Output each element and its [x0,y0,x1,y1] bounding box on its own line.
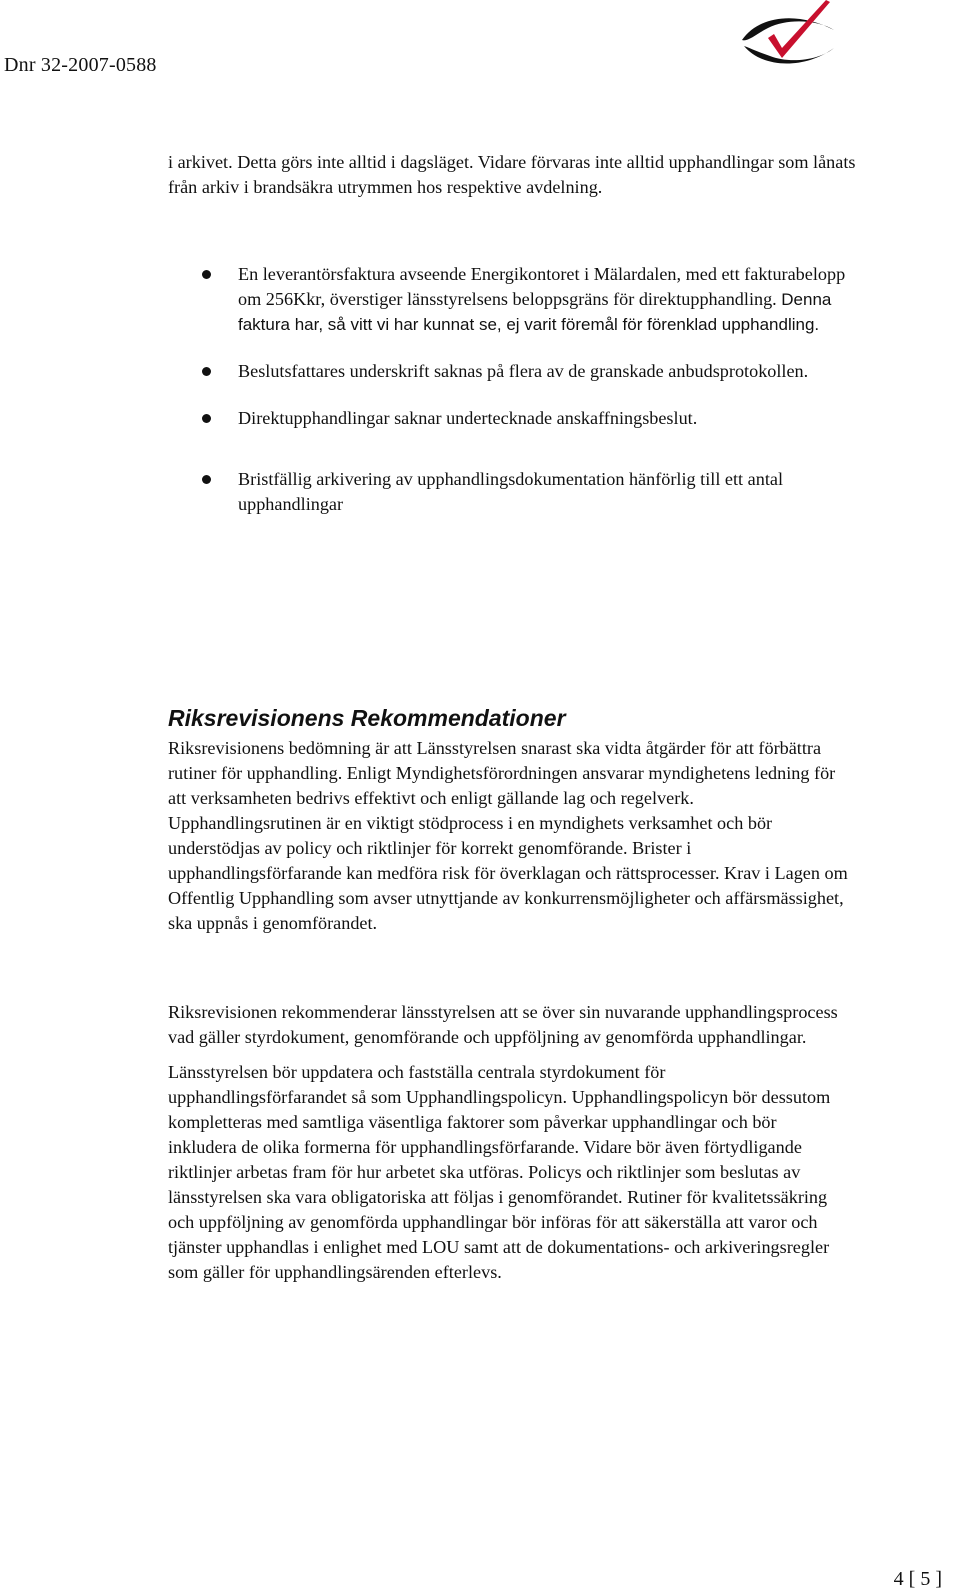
list-item-text: En leverantörsfaktura avseende Energikontoret i Mälardalen, med ett fakturabelopp om 256Kkr, överstiger länsstyrelsens beloppsgräns för direktupphandling. [238,264,846,309]
list-item [168,467,868,517]
findings-list [168,262,868,517]
recommendations-section [168,704,848,936]
list-item [168,359,868,384]
list-item-text: Beslutsfattares underskrift saknas på flera av de granskade anbudsprotokollen. [238,361,809,381]
intro-continuation: i arkivet. Detta görs inte alltid i dagsläget. Vidare förvaras inte alltid upphandlingar som lånats från arkiv i brandsäkra utrymmen hos respektive avdelning. [168,152,856,197]
bullet-icon [202,367,211,376]
list-item [168,406,868,431]
recommendation-paragraph: Riksrevisionens bedömning är att Länsstyrelsen snarast ska vidta åtgärder för att förbättra rutiner för upphandling. Enligt Myndighetsförordningen ansvarar myndighetens ledning för att verksamheten bedrivs effektivt och enligt gällande lag och regelverk. Upphandlingsrutinen är en viktigt stödprocess i en myndighets verksamhet och bör understödjas av policy och riktlinjer för korrekt genomförande. Brister i upphandlingsförfarande kan medföra risk för överklagan och rättsprocesser. Krav i Lagen om Offentlig Upphandling som avser utnyttjande av konkurrensmöjligheter och affärsmässighet, ska uppnås i genomförandet. [168,738,848,933]
list-item-text: Bristfällig arkivering av upphandlingsdokumentation hänförlig till ett antal upphandlingar [238,469,784,514]
section-heading: Riksrevisionens Rekommendationer [168,705,566,731]
recommendation-paragraph: Länsstyrelsen bör uppdatera och fastställa centrala styrdokument för upphandlingsförfarandet så som Upphandlingspolicyn. Upphandlingspolicyn bör dessutom kompletteras med samtliga väsentliga faktorer som påverkar upphandlingar och bör inkludera de olika formerna för upphandlingsförfarande. Vidare bör även förtydligande riktlinjer arbetas fram för hur arbetet ska utföras. Policys och riktlinjer som beslutas av länsstyrelsen ska vara obligatoriska att följas i genomförandet. Rutiner för kvalitetssäkring och uppföljning av genomförda upphandlingar bör införas för att säkerställa att varor och tjänster upphandlas i enlighet med LOU samt att de dokumentations- och arkiveringsregler som gäller för upphandlingsärenden efterlevs. [168,1062,831,1282]
document-number: Dnr 32-2007-0588 [4,54,157,76]
list-item [168,262,868,337]
checkmark-eye-logo-icon [738,0,838,78]
recommendation-block [168,1000,848,1285]
list-item-text: Direktupphandlingar saknar undertecknade anskaffningsbeslut. [238,408,698,428]
bullet-icon [202,475,211,484]
bullet-icon [202,414,211,423]
recommendation-paragraph: Riksrevisionen rekommenderar länsstyrelsen att se över sin nuvarande upphandlingsprocess vad gäller styrdokument, genomförande och uppföljning av genomförda upphandlingar. [168,1002,838,1047]
bullet-icon [202,270,211,279]
page-number: 4 [ 5 ] [893,1568,942,1590]
list-item-text-continuation: Denna faktura har, så vitt vi har kunnat se, ej varit föremål för förenklad upphandling. [238,290,832,334]
